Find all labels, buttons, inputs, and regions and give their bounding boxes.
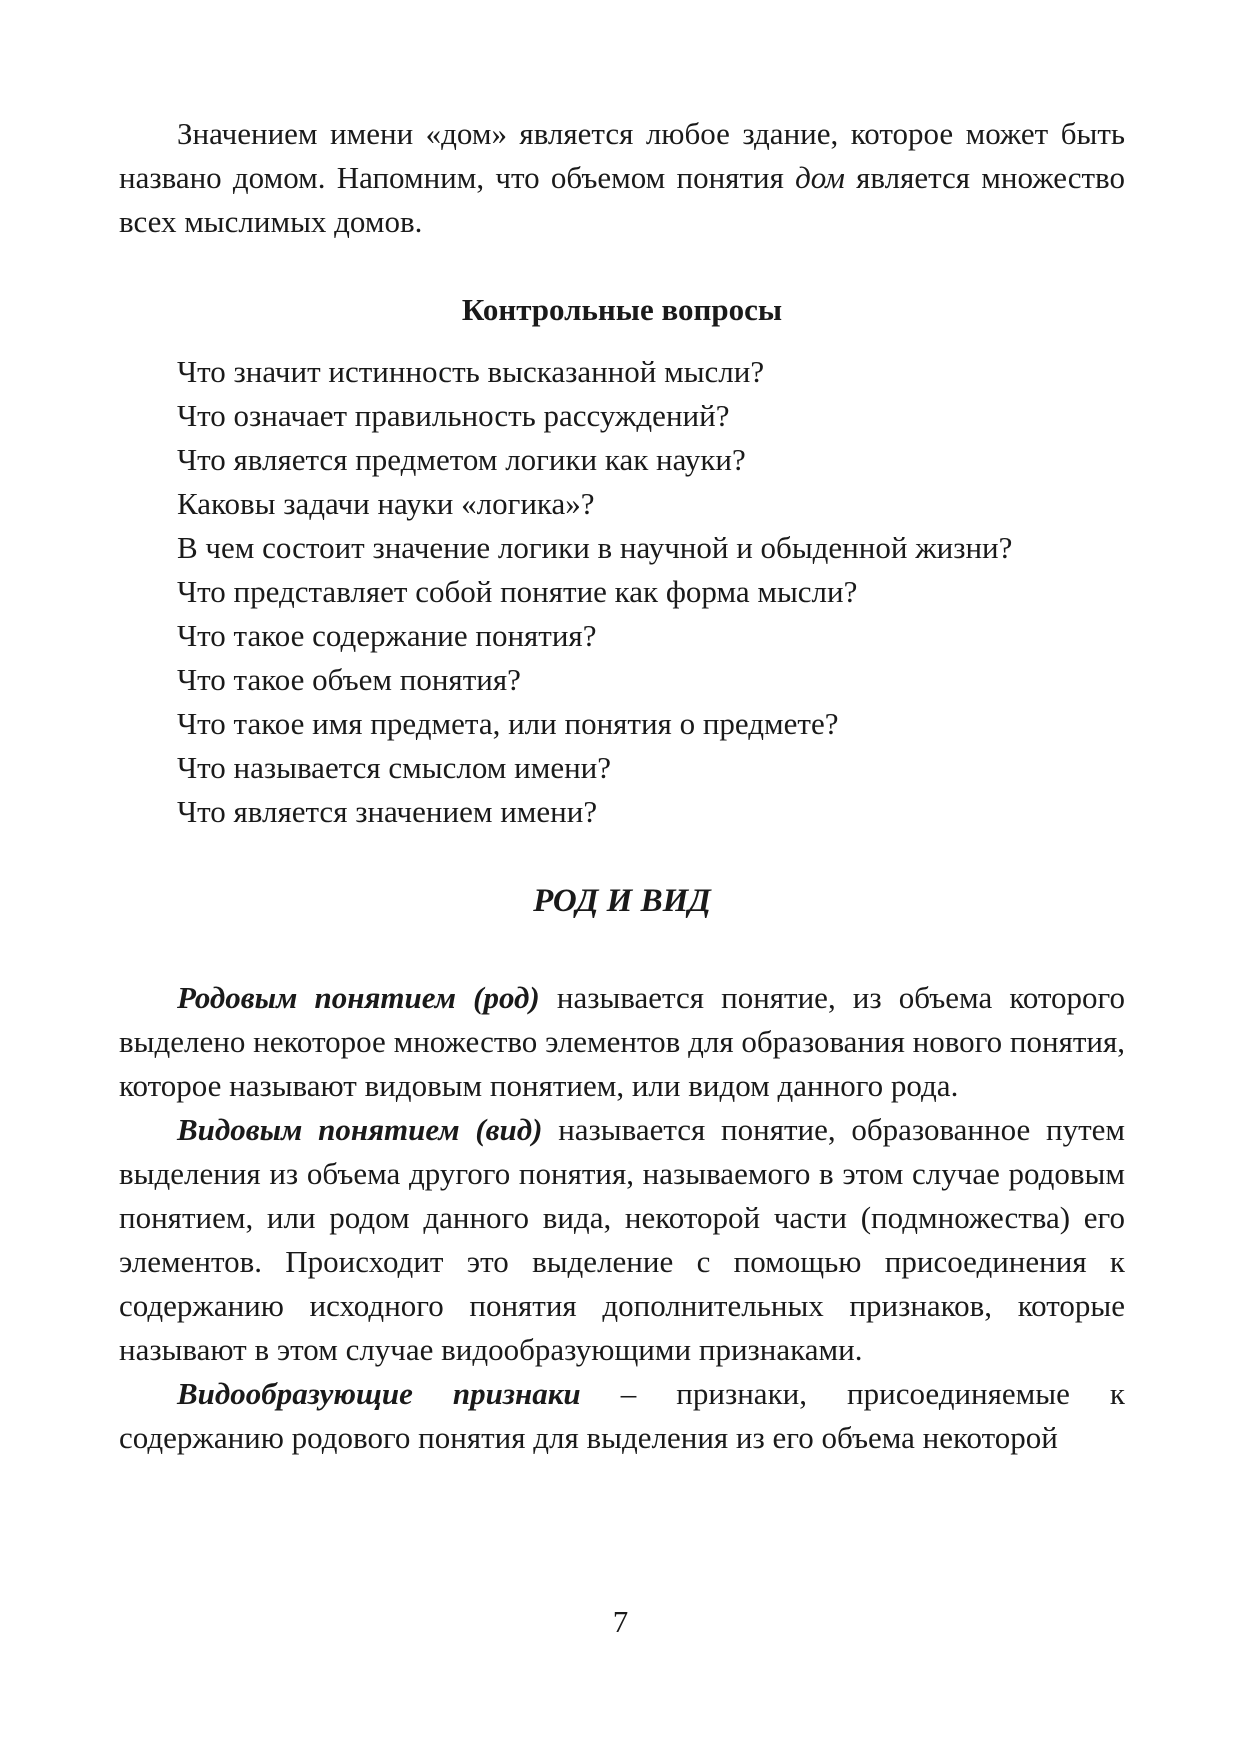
- section-title: РОД И ВИД: [533, 883, 711, 919]
- intro-emphasis: дом: [795, 160, 845, 195]
- question-item: Что значит истинность высказанной мысли?: [177, 354, 765, 389]
- question-item: Что такое объем понятия?: [177, 662, 521, 697]
- question-item: Что является предметом логики как науки?: [177, 442, 746, 477]
- definition-term: Видовым понятием (вид): [177, 1112, 543, 1147]
- question-item: Что называется смыслом имени?: [177, 750, 612, 785]
- definition-text: – признаки, присоединяемые к содержанию родового понятия для выделения из его объема некоторой: [119, 1376, 1125, 1455]
- question-item: Что представляет собой понятие как форма мысли?: [177, 574, 858, 609]
- intro-text-before: Значением имени «дом» является любое здание, которое может быть названо домом. Напомним, что объемом понятия: [119, 116, 1125, 195]
- question-item: Что такое имя предмета, или понятия о предмете?: [177, 706, 839, 741]
- definition-term: Видообразующие признаки: [177, 1376, 581, 1411]
- definition-text: называется понятие, образованное путем выделения из объема другого понятия, называемого в этом случае родовым понятием, или родом данного вида, некоторой части (подмножества) его элементов. Происходит это выделение с помощью присоединения к содержанию исходного понятия дополнительных признаков, которые называют в этом случае видообразующими признаками.: [119, 1112, 1125, 1367]
- question-item: В чем состоит значение логики в научной и обыденной жизни?: [177, 530, 1013, 565]
- intro-text-after: является множество всех мыслимых домов.: [119, 160, 1125, 239]
- definition-species: [119, 1108, 1125, 1372]
- definition-species-features: [119, 1372, 1125, 1460]
- definition-genus: [119, 976, 1125, 1108]
- control-questions-list: [119, 350, 1125, 834]
- question-item: Что означает правильность рассуждений?: [177, 398, 730, 433]
- intro-paragraph: [119, 112, 1125, 244]
- definition-text: называется понятие, из объема которого выделено некоторое множество элементов для образования нового понятия, которое называют видовым понятием, или видом данного рода.: [119, 980, 1126, 1103]
- definition-term: Родовым понятием (род): [177, 980, 540, 1015]
- control-questions-heading: Контрольные вопросы: [461, 292, 783, 327]
- question-item: Что такое содержание понятия?: [177, 618, 597, 653]
- question-item: Что является значением имени?: [177, 794, 598, 829]
- question-item: Каковы задачи науки «логика»?: [177, 486, 595, 521]
- page-content: [119, 112, 1125, 1460]
- page-number: 7: [612, 1604, 629, 1639]
